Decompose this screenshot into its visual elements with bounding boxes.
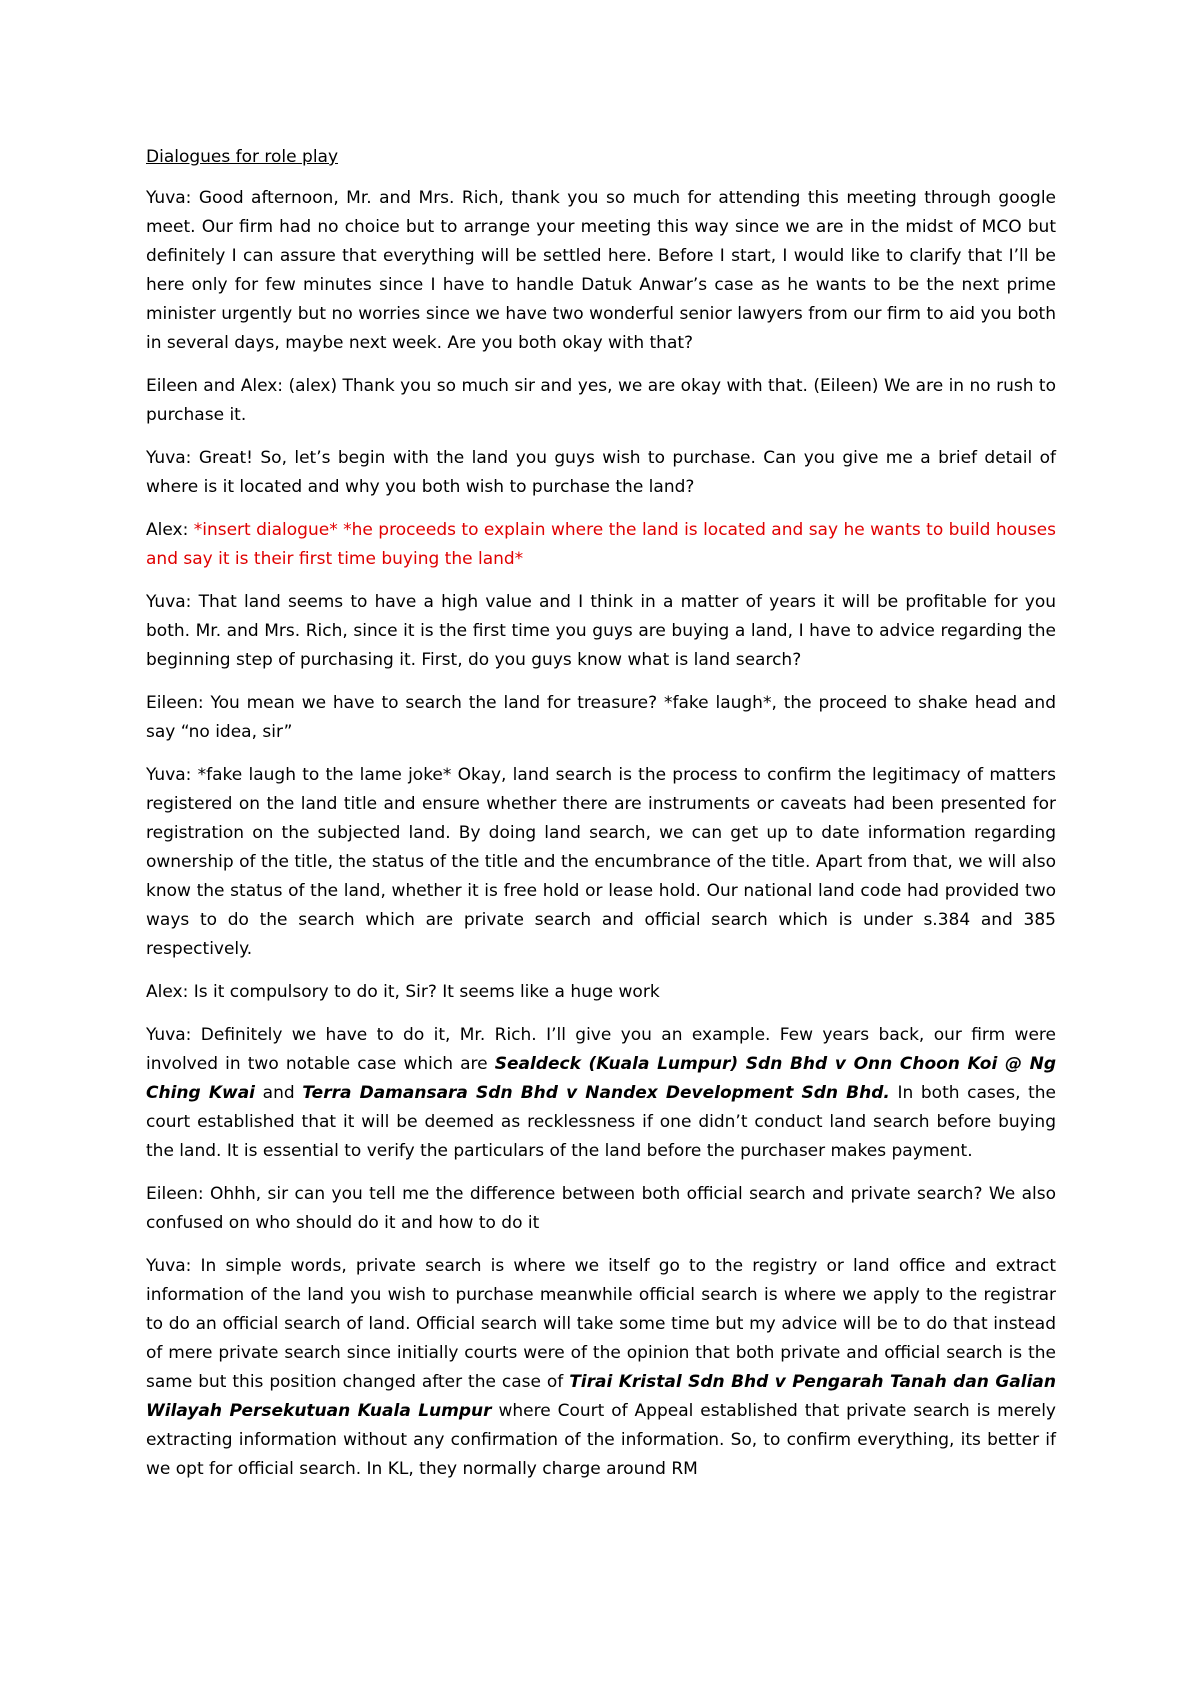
speaker-label: Alex: <box>146 520 194 540</box>
document-heading: Dialogues for role play <box>146 147 339 167</box>
dialogue-yuva-cases <box>146 1021 1056 1166</box>
dialogue-alex-compulsory: Alex: Is it compulsory to do it, Sir? It seems like a huge work <box>146 982 660 1002</box>
paragraph-text: and <box>255 1083 303 1103</box>
dialogue-yuva-greeting: Yuva: Good afternoon, Mr. and Mrs. Rich, thank you so much for attending this meeting through google meet. Our firm had no choice but to arrange your meeting this way since we are in the midst of MCO but definitely I can assure that everything will be settled here. Before I start, I would like to clarify that I’ll be here only for few minutes since I have to handle Datuk Anwar’s case as he wants to be the next prime minister urgently but no worries since we have two wonderful senior lawyers from our firm to aid you both in several days, maybe next week. Are you both okay with that? <box>146 188 1056 353</box>
paragraph-text: In both cases, the court established that it will be deemed as recklessness if one didn’t conduct land search before buying the land. It is essential to verify the particulars of the land before the purchaser makes payment. <box>146 1083 1057 1161</box>
dialogue-yuva-land-search-intro: Yuva: That land seems to have a high value and I think in a matter of years it will be profitable for you both. Mr. and Mrs. Rich, since it is the first time you guys are buying a land, I have to advice regarding the beginning step of purchasing it. First, do you guys know what is land search? <box>146 592 1056 670</box>
dialogue-eileen-alex-reply: Eileen and Alex: (alex) Thank you so much sir and yes, we are okay with that. (Eileen) We are in no rush to purchase it. <box>146 376 1056 425</box>
paragraph-text: where Court of Appeal established that private search is merely extracting information without any confirmation of the information. So, to confirm everything, its better if we opt for official search. In KL, they normally charge around RM <box>146 1401 1056 1479</box>
document-body <box>146 143 1056 1498</box>
dialogue-yuva-land-search-explained: Yuva: *fake laugh to the lame joke* Okay, land search is the process to confirm the legitimacy of matters registered on the land title and ensure whether there are instruments or caveats had been presented for registration on the subjected land. By doing land search, we can get up to date information regarding ownership of the title, the status of the title and the encumbrance of the title. Apart from that, we will also know the status of the land, whether it is free hold or lease hold. Our national land code had provided two ways to do the search which are private search and official search which is under s.384 and 385 respectively. <box>146 765 1056 959</box>
paragraph-text: Yuva: In simple words, private search is where we itself go to the registry or land office and extract information of the land you wish to purchase meanwhile official search is where we apply to the registrar to do an official search of land. Official search will take some time but my advice will be to do that instead of mere private search since initially courts were of the opinion that both private and official search is the same but this position changed after the case of <box>146 1256 1056 1392</box>
insert-dialogue-note: *insert dialogue* *he proceeds to explain where the land is located and say he wants to build houses and say it is their first time buying the land* <box>146 520 1056 569</box>
paragraph-text: Yuva: Definitely we have to do it, Mr. Rich. I’ll give you an example. Few years back, our firm were involved in two notable case which are <box>146 1025 1056 1074</box>
case-citation-terra-damansara: Terra Damansara Sdn Bhd v Nandex Development Sdn Bhd. <box>302 1083 890 1103</box>
dialogue-alex-insert <box>146 516 1056 574</box>
case-citation-sealdeck: Sealdeck (Kuala Lumpur) Sdn Bhd v Onn Choon Koi @ Ng Ching Kwai <box>146 1054 1056 1103</box>
dialogue-yuva-land-question: Yuva: Great! So, let’s begin with the land you guys wish to purchase. Can you give me a brief detail of where is it located and why you both wish to purchase the land? <box>146 448 1056 497</box>
case-citation-tirai-kristal: Tirai Kristal Sdn Bhd v Pengarah Tanah dan Galian Wilayah Persekutuan Kuala Lumpur <box>146 1372 1056 1421</box>
dialogue-eileen-treasure: Eileen: You mean we have to search the land for treasure? *fake laugh*, the proceed to shake head and say “no idea, sir” <box>146 693 1056 742</box>
dialogue-eileen-difference: Eileen: Ohhh, sir can you tell me the difference between both official search and private search? We also confused on who should do it and how to do it <box>146 1184 1056 1233</box>
dialogue-yuva-search-types <box>146 1252 1056 1484</box>
